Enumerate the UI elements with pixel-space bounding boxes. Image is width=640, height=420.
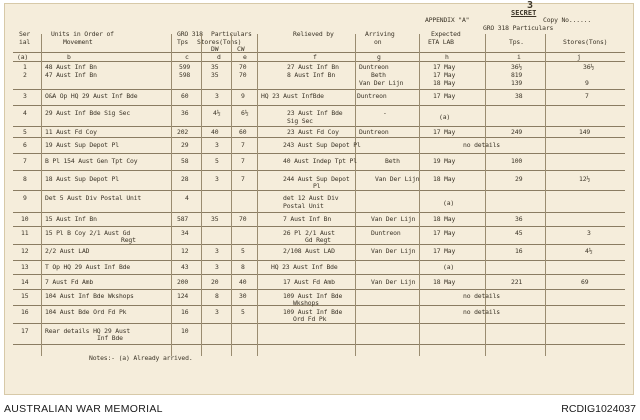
col-letter-e: e — [243, 53, 247, 61]
row-unit: O&A Op HQ 29 Aust Inf Bde — [45, 92, 138, 100]
row-relieved: 8 Aust Inf Bn — [287, 71, 336, 79]
row-tps: 43 — [181, 263, 189, 271]
row-eta: 17 May — [433, 247, 456, 255]
rule — [13, 289, 625, 290]
row-dw: 8 — [215, 292, 219, 300]
rule — [13, 89, 625, 90]
row-dw: 5 — [215, 157, 219, 165]
row-tps: 598 — [179, 71, 191, 79]
row-eta: (a) — [439, 113, 451, 121]
row-cw: 7 — [241, 157, 245, 165]
rule — [13, 137, 625, 138]
row-tps: 200 — [177, 278, 189, 286]
row-cw: 7 — [241, 141, 245, 149]
row-relieved-cont: Pl — [313, 182, 321, 190]
col-divider — [419, 34, 420, 356]
row-dw: 3 — [215, 175, 219, 183]
row-eta: 18 May — [433, 278, 456, 286]
row-tps2: 249 — [511, 128, 523, 136]
col-divider — [41, 34, 42, 356]
row-unit: 15 Pl B Coy 2/1 Aust Gd — [45, 229, 131, 237]
row-arriving: Van Der Lijn — [371, 215, 416, 223]
row-arriving: Duntreon — [371, 229, 401, 237]
row-ser: 13 — [21, 263, 29, 271]
col-gro-header: GRO 318 — [177, 30, 203, 38]
row-tps2: 139 — [511, 79, 523, 87]
col-tps-header: Tps — [177, 38, 189, 46]
row-unit: T Op HQ 29 Aust Inf Bde — [45, 263, 131, 271]
record-id: RCDIG1024037 — [561, 403, 636, 415]
row-stores2: 36½ — [583, 63, 595, 71]
rule — [13, 274, 625, 275]
row-arriving: Duntreon — [359, 63, 389, 71]
rule — [13, 305, 625, 306]
row-dw: 40 — [211, 128, 219, 136]
row-unit: 104 Aust Bde Ord Fd Pk — [45, 308, 127, 316]
row-tps: 28 — [181, 175, 189, 183]
row-relieved: 7 Aust Inf Bn — [283, 215, 332, 223]
col-particulars-header: Particulars — [211, 30, 252, 38]
col-gro2-header: GRO 318 Particulars — [483, 24, 554, 32]
row-ser: 14 — [21, 278, 29, 286]
row-unit: 104 Aust Inf Bde Wkshops — [45, 292, 134, 300]
row-cw: 7 — [241, 175, 245, 183]
row-unit: 18 Aust Sup Depot Pl — [45, 175, 119, 183]
row-cw: 70 — [239, 71, 247, 79]
row-ser: 2 — [23, 71, 27, 79]
row-arriving: - — [383, 109, 387, 117]
col-arriving-header: Arriving — [365, 30, 395, 38]
row-tps: 10 — [181, 327, 189, 335]
row-ser: 1 — [23, 63, 27, 71]
row-eta: 17 May — [433, 71, 456, 79]
row-tps2: 38 — [515, 92, 523, 100]
row-ser: 9 — [23, 194, 27, 202]
row-cw: 6½ — [241, 109, 249, 117]
row-tps: 587 — [177, 215, 189, 223]
row-eta: 17 May — [433, 128, 456, 136]
rule — [13, 170, 625, 171]
row-tps: 16 — [181, 308, 189, 316]
row-unit: Rear details HQ 29 Aust — [45, 327, 131, 335]
row-tps2: 100 — [511, 157, 523, 165]
row-unit: 15 Aust Inf Bn — [45, 215, 97, 223]
col-letter-h: h — [445, 53, 449, 61]
col-divider — [355, 34, 356, 356]
row-tps: 12 — [181, 247, 189, 255]
row-tps: 36 — [181, 109, 189, 117]
row-relieved-cont: Postal Unit — [283, 202, 324, 210]
row-relieved: 26 Pl 2/1 Aust — [283, 229, 335, 237]
row-tps2: 221 — [511, 278, 523, 286]
row-dw: 3 — [215, 263, 219, 271]
row-dw: 3 — [215, 141, 219, 149]
row-ser: 4 — [23, 109, 27, 117]
row-tps: 60 — [181, 92, 189, 100]
row-stores2: 69 — [581, 278, 589, 286]
row-arriving: Beth — [385, 157, 400, 165]
row-cw: 60 — [239, 128, 247, 136]
row-relieved: 27 Aust Inf Bn — [287, 63, 339, 71]
row-relieved: 2/108 Aust LAD — [283, 247, 335, 255]
row-stores2: 149 — [579, 128, 591, 136]
row-relieved: 109 Aust Inf Bde — [283, 292, 343, 300]
row-tps: 599 — [179, 63, 191, 71]
row-stores2: 3 — [587, 229, 591, 237]
row-eta: (a) — [443, 199, 455, 207]
rule — [13, 344, 625, 345]
col-movement-header: Movement — [63, 38, 93, 46]
row-tps: 29 — [181, 141, 189, 149]
row-dw: 3 — [215, 92, 219, 100]
appendix-label: APPENDIX "A" — [425, 16, 470, 24]
row-unit: B Pl 154 Aust Gen Tpt Coy — [45, 157, 138, 165]
col-letter-d: d — [217, 53, 221, 61]
rule — [13, 153, 625, 154]
row-dw: 3 — [215, 247, 219, 255]
row-relieved-cont: Wkshops — [293, 299, 319, 307]
row-relieved: HQ 23 Aust Inf Bde — [271, 263, 338, 271]
rule — [13, 212, 625, 213]
row-eta: 17 May — [433, 63, 456, 71]
row-relieved-cont: Ord Fd Pk — [293, 315, 327, 323]
document-sheet — [4, 0, 634, 395]
row-relieved-cont: Sig Sec — [287, 117, 313, 125]
col-divider — [231, 34, 232, 356]
col-letter-a: (a) — [17, 53, 29, 61]
rule — [13, 226, 625, 227]
row-arriving: Van Der Lijn — [371, 247, 416, 255]
rule — [13, 126, 625, 127]
row-tps2: 819 — [511, 71, 523, 79]
row-dw: 35 — [211, 63, 219, 71]
col-eta-header: ETA LAB — [428, 38, 454, 46]
col-divider — [171, 34, 172, 356]
col-divider — [257, 34, 258, 356]
row-eta: 19 May — [433, 157, 456, 165]
row-unit: 47 Aust Inf Bn — [45, 71, 97, 79]
row-relieved: HQ 23 Aust InfBde — [261, 92, 324, 100]
row-cw: 70 — [239, 63, 247, 71]
rule — [13, 260, 625, 261]
row-stores2: 12½ — [579, 175, 591, 183]
archive-credit: AUSTRALIAN WAR MEMORIAL — [4, 403, 163, 415]
row-note: no details — [463, 141, 500, 149]
row-unit: 29 Aust Inf Bde Sig Sec — [45, 109, 131, 117]
row-eta: 17 May — [433, 229, 456, 237]
row-ser: 12 — [21, 247, 29, 255]
row-unit: 11 Aust Fd Coy — [45, 128, 97, 136]
col-units-header: Units in Order of — [51, 30, 114, 38]
row-cw: 9 — [241, 92, 245, 100]
col-cw-header: CW — [237, 45, 245, 53]
row-tps2: 29 — [515, 175, 523, 183]
row-ser: 16 — [21, 308, 29, 316]
row-note: no details — [463, 292, 500, 300]
col-letter-f: f — [313, 53, 317, 61]
col-relieved-header: Relieved by — [293, 30, 334, 38]
row-dw: 3 — [215, 308, 219, 316]
col-ial-header: ial — [19, 38, 31, 46]
col-letter-b: b — [67, 53, 71, 61]
row-stores2: 9 — [585, 79, 589, 87]
row-unit-cont: Regt — [121, 236, 136, 244]
col-tps2-header: Tps. — [509, 38, 524, 46]
row-cw: 30 — [239, 292, 247, 300]
row-ser: 8 — [23, 175, 27, 183]
row-unit: Det 5 Aust Div Postal Unit — [45, 194, 142, 202]
rule — [13, 190, 625, 191]
rule — [13, 244, 625, 245]
row-unit-cont: Inf Bde — [97, 334, 123, 342]
row-ser: 6 — [23, 141, 27, 149]
row-unit: 7 Aust Fd Amb — [45, 278, 94, 286]
notes: Notes:- (a) Already arrived. — [89, 354, 193, 362]
col-ser-header: Ser — [19, 30, 31, 38]
row-relieved: 17 Aust Fd Amb — [283, 278, 335, 286]
page-mark: 3 — [527, 0, 533, 11]
rule — [13, 61, 625, 62]
row-ser: 5 — [23, 128, 27, 136]
row-tps: 202 — [177, 128, 189, 136]
row-ser: 17 — [21, 327, 29, 335]
col-expected-header: Expected — [431, 30, 461, 38]
copy-number: Copy No...... — [543, 16, 592, 24]
row-cw: 70 — [239, 215, 247, 223]
row-eta: 18 May — [433, 79, 456, 87]
col-dw-header: DW — [211, 45, 219, 53]
row-ser: 11 — [21, 229, 29, 237]
row-arriving: Duntreon — [359, 128, 389, 136]
row-dw: 35 — [211, 215, 219, 223]
row-arriving: Beth — [371, 71, 386, 79]
col-arriving-on-header: on — [374, 38, 382, 46]
col-divider — [545, 34, 546, 356]
rule — [13, 52, 625, 53]
rule — [13, 105, 625, 106]
row-eta: (a) — [443, 263, 455, 271]
row-relieved: 243 Aust Sup Depot Pl — [283, 141, 361, 149]
row-cw: 5 — [241, 247, 245, 255]
col-letter-i: i — [517, 53, 521, 61]
row-tps2: 36 — [515, 215, 523, 223]
row-relieved: 23 Aust Inf Bde — [287, 109, 343, 117]
col-letter-j: j — [577, 53, 581, 61]
row-arriving: Van Der Lijn — [371, 278, 416, 286]
row-relieved: 109 Aust Inf Bde — [283, 308, 343, 316]
row-unit: 48 Aust Inf Bn — [45, 63, 97, 71]
row-unit: 2/2 Aust LAD — [45, 247, 90, 255]
row-stores2: 7 — [585, 92, 589, 100]
row-relieved-cont: Gd Regt — [305, 236, 331, 244]
row-relieved: 40 Aust Indep Tpt Pl — [283, 157, 357, 165]
row-tps: 34 — [181, 229, 189, 237]
row-tps: 4 — [185, 194, 189, 202]
row-tps2: 16 — [515, 247, 523, 255]
col-letter-c: c — [185, 53, 189, 61]
row-relieved: 23 Aust Fd Coy — [287, 128, 339, 136]
row-dw: 35 — [211, 71, 219, 79]
col-divider — [201, 34, 202, 356]
row-arriving: Duntreon — [357, 92, 387, 100]
row-note: no details — [463, 308, 500, 316]
row-dw: 20 — [211, 278, 219, 286]
row-tps: 124 — [177, 292, 189, 300]
row-cw: 8 — [241, 263, 245, 271]
row-ser: 10 — [21, 215, 29, 223]
row-eta: 18 May — [433, 215, 456, 223]
secret-stamp: SECRET — [511, 9, 537, 17]
col-stores2-header: Stores(Tons) — [563, 38, 608, 46]
row-tps2: 45 — [515, 229, 523, 237]
row-tps2: 36½ — [511, 63, 523, 71]
row-unit: 19 Aust Sup Depot Pl — [45, 141, 119, 149]
row-ser: 15 — [21, 292, 29, 300]
col-stores-header: Stores(Tons) — [197, 38, 242, 46]
row-eta: 18 May — [433, 175, 456, 183]
row-arriving: Van Der Lijn — [359, 79, 404, 87]
row-stores2: 4½ — [585, 247, 593, 255]
row-relieved: det 12 Aust Div — [283, 194, 339, 202]
row-arriving: Van Der Lijn — [375, 175, 420, 183]
row-dw: 4½ — [213, 109, 221, 117]
row-ser: 3 — [23, 92, 27, 100]
rule — [13, 323, 625, 324]
row-cw: 5 — [241, 308, 245, 316]
col-letter-g: g — [377, 53, 381, 61]
row-cw: 40 — [239, 278, 247, 286]
row-eta: 17 May — [433, 92, 456, 100]
footer-bar — [0, 397, 640, 420]
row-relieved: 244 Aust Sup Depot — [283, 175, 350, 183]
row-tps: 58 — [181, 157, 189, 165]
row-ser: 7 — [23, 157, 27, 165]
